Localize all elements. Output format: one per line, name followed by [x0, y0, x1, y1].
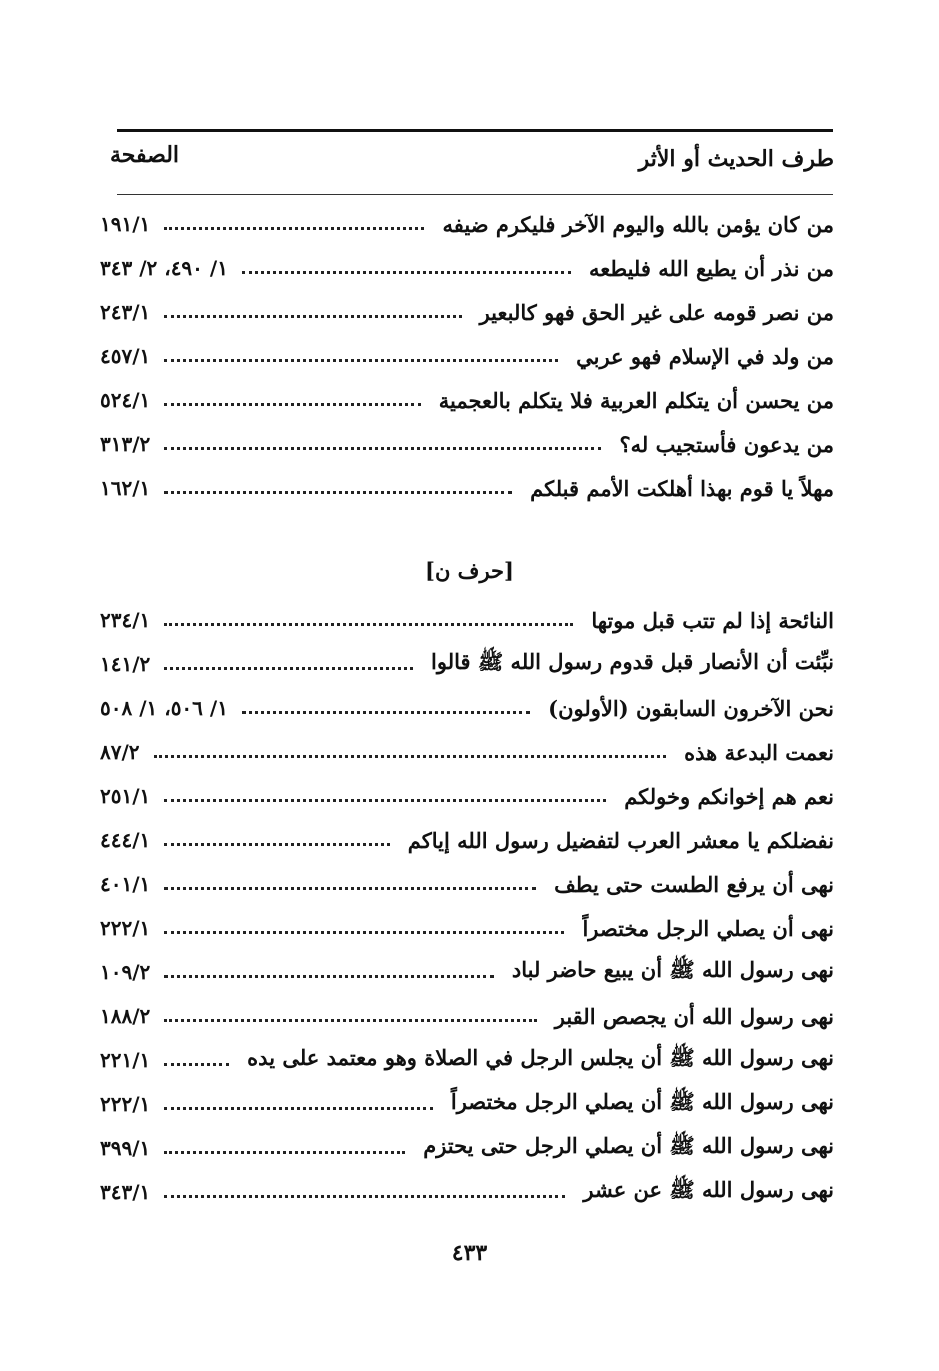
entry-page-ref: ١٨٨/٢ [100, 1004, 151, 1028]
entry-text: النائحة إذا لم تتب قبل موتها [591, 607, 834, 633]
index-entry [100, 290, 834, 334]
entry-page-ref: ٢٣٤/١ [100, 608, 151, 632]
entry-list-nun [100, 598, 834, 1214]
leader-dots [164, 799, 606, 802]
leader-dots [164, 447, 601, 450]
leader-dots [164, 667, 413, 670]
entry-text: نفضلكم يا معشر العرب لتفضيل رسول الله إياكم [407, 827, 834, 853]
entry-page-ref: ١٩١/١ [100, 212, 151, 236]
index-entry [100, 1170, 834, 1214]
entry-page-ref: ١/ ٤٩٠، ٢/ ٣٤٣ [100, 256, 228, 280]
leader-dots [164, 1063, 229, 1066]
index-entry [100, 466, 834, 510]
index-entry [100, 334, 834, 378]
leader-dots [164, 1195, 565, 1198]
index-entry [100, 642, 834, 686]
entry-list-mim [100, 202, 834, 510]
leader-dots [164, 1151, 405, 1154]
leader-dots [164, 491, 512, 494]
top-rule [117, 129, 833, 132]
leader-dots [164, 887, 536, 890]
entry-text: نبِّئت أن الأنصار قبل قدوم رسول الله ﷺ قالوا [431, 648, 834, 674]
index-entry [100, 202, 834, 246]
entry-page-ref: ١/ ٥٠٦، ١/ ٥٠٨ [100, 696, 228, 720]
entry-page-ref: ١٦٢/١ [100, 476, 151, 500]
leader-dots [164, 315, 461, 318]
entry-text: نهى رسول الله ﷺ أن يصلي الرجل حتى يحتزم [423, 1132, 834, 1158]
entry-text: نعمت البدعة هذه [684, 739, 834, 765]
leader-dots [164, 1107, 433, 1110]
entry-text: من نصر قومه على غير الحق فهو كالبعير [479, 299, 834, 325]
index-entry [100, 1038, 834, 1082]
entry-page-ref: ٣١٣/٢ [100, 432, 151, 456]
index-entry [100, 730, 834, 774]
entry-text: من كان يؤمن بالله واليوم الآخر فليكرم ضيفه [442, 211, 834, 237]
entry-page-ref: ٢٢٢/١ [100, 1092, 151, 1116]
entry-text: من يدعون فأستجيب له؟ [619, 431, 834, 457]
entry-page-ref: ٢٥١/١ [100, 784, 151, 808]
index-entry [100, 774, 834, 818]
index-entry [100, 686, 834, 730]
leader-dots [242, 271, 571, 274]
leader-dots [154, 755, 667, 758]
entry-text: من ولد في الإسلام فهو عربي [576, 343, 834, 369]
index-entry [100, 1082, 834, 1126]
entry-page-ref: ٢٢١/١ [100, 1048, 151, 1072]
entry-page-ref: ٨٧/٢ [100, 740, 140, 764]
entry-text: نهى رسول الله ﷺ عن عشر [583, 1176, 834, 1202]
index-entry [100, 246, 834, 290]
index-entry [100, 862, 834, 906]
entry-text: نهى أن يرفع الطست حتى يطف [554, 871, 834, 897]
header-page-column: الصفحة [110, 142, 180, 168]
leader-dots [164, 843, 390, 846]
leader-dots [164, 1019, 536, 1022]
leader-dots [164, 623, 573, 626]
entry-text: نهى رسول الله ﷺ أن يبيع حاضر لباد [511, 956, 834, 982]
index-entry [100, 818, 834, 862]
entry-page-ref: ٣٩٩/١ [100, 1136, 151, 1160]
entry-page-ref: ١٤١/٢ [100, 652, 151, 676]
index-entry [100, 1126, 834, 1170]
entry-text: مهلاً يا قوم بهذا أهلكت الأمم قبلكم [530, 475, 834, 501]
index-entry [100, 422, 834, 466]
entry-page-ref: ٤٥٧/١ [100, 344, 151, 368]
entry-page-ref: ٥٢٤/١ [100, 388, 151, 412]
entry-text: نعم هم إخوانكم وخولكم [624, 783, 834, 809]
entry-page-ref: ١٠٩/٢ [100, 960, 151, 984]
leader-dots [164, 359, 558, 362]
leader-dots [164, 403, 420, 406]
leader-dots [164, 975, 494, 978]
leader-dots [164, 931, 564, 934]
entry-page-ref: ٤٤٤/١ [100, 828, 151, 852]
leader-dots [242, 711, 530, 714]
entry-page-ref: ٢٢٢/١ [100, 916, 151, 940]
index-entry [100, 378, 834, 422]
section-heading-nun: [حرف ن] [425, 558, 514, 583]
entry-text: نهى رسول الله ﷺ أن يصلي الرجل مختصراً [450, 1088, 834, 1114]
entry-text: نهى رسول الله أن يجصص القبر [554, 1003, 834, 1029]
leader-dots [164, 227, 424, 230]
header-hadith-column: طرف الحديث أو الأثر [638, 146, 834, 172]
table-header [110, 140, 834, 190]
entry-text: من نذر أن يطيع الله فليطعه [588, 255, 834, 281]
index-entry [100, 598, 834, 642]
entry-page-ref: ٢٤٣/١ [100, 300, 151, 324]
entry-page-ref: ٣٤٣/١ [100, 1180, 151, 1204]
entry-text: من يحسن أن يتكلم العربية فلا يتكلم بالعجمية [438, 387, 834, 413]
index-entry [100, 950, 834, 994]
page-number: ٤٣٣ [451, 1240, 488, 1266]
entry-text: نحن الآخرون السابقون (الأولون) [548, 695, 834, 721]
entry-page-ref: ٤٠١/١ [100, 872, 151, 896]
header-rule [117, 194, 833, 195]
index-entry [100, 994, 834, 1038]
entry-text: نهى رسول الله ﷺ أن يجلس الرجل في الصلاة وهو معتمد على يده [247, 1044, 834, 1070]
index-entry [100, 906, 834, 950]
entry-text: نهى أن يصلي الرجل مختصراً [582, 915, 834, 941]
